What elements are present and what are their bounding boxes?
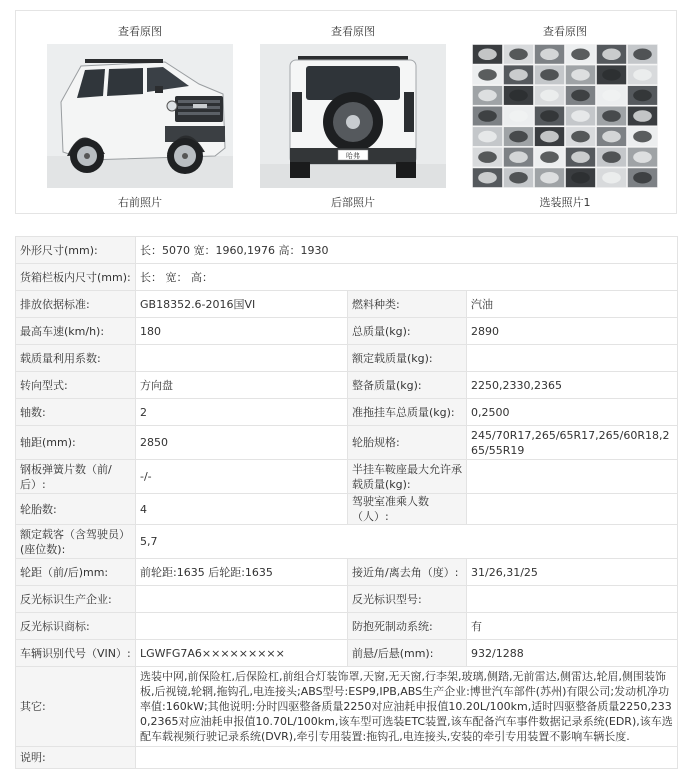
other-value: 选装中网,前保险杠,后保险杠,前组合灯装饰罩,天窗,无天窗,行李架,玻璃,侧踏,无前雷达,侧雷达,轮眉,侧围装饰板,后视镜,轮辋,拖钩孔,电连接头;ABS型号:ESP9,IPB,ABS生产企业:博世汽车部件(苏州)有限公司;发动机净功率值:160kW;其他说明:分时四驱整备质量2250对应油耗申报值10.20L/100km,适时四驱整备质量2250,2330,2365对应油耗申报值10.70L/100km,该车型可选装ETC装置,该车配备汽车事件数据记录系统(EDR),该车选配车载视频行驶记录系统(DVR),牵引专用装置:拖钩孔,电连接头,安装的牵引专用装置不影响车辆长度. <box>136 667 678 747</box>
rated-load-value <box>467 345 678 372</box>
trailer-mass-value: 0,2500 <box>467 399 678 426</box>
cargo-box-value: 长： 宽： 高： <box>136 264 678 291</box>
photo-front-right-column <box>47 11 233 210</box>
photo-caption-rear: 后部照片 <box>331 196 375 209</box>
spec-row-dimensions <box>16 237 678 264</box>
load-utilization-value <box>136 345 348 372</box>
collage-thumbnail <box>566 86 595 105</box>
spec-row-notes <box>16 747 678 769</box>
collage-thumbnail <box>504 65 533 84</box>
spec-row-seats <box>16 525 678 559</box>
tire-count-label: 轮胎数: <box>16 494 136 525</box>
dimensions-value: 长：5070 宽：1960,1976 高：1930 <box>136 237 678 264</box>
collage-thumbnail <box>566 168 595 187</box>
collage-thumbnail <box>566 107 595 126</box>
rear-plate-text: 哈弗 <box>346 152 360 160</box>
saddle-load-label: 半挂车鞍座最大允许承载质量(kg): <box>348 460 467 494</box>
emission-value: GB18352.6-2016国VI <box>136 291 348 318</box>
vin-label: 车辆识别代号（VIN）: <box>16 640 136 667</box>
abs-label: 防抱死制动系统: <box>348 613 467 640</box>
approach-angle-value: 31/26,31/25 <box>467 559 678 586</box>
fuel-label: 燃料种类: <box>348 291 467 318</box>
collage-thumbnail <box>535 127 564 146</box>
collage-thumbnail <box>504 148 533 167</box>
collage-thumbnail <box>504 45 533 64</box>
max-speed-value: 180 <box>136 318 348 345</box>
dimensions-label: 外形尺寸(mm): <box>16 237 136 264</box>
cab-capacity-value <box>467 494 678 525</box>
emission-label: 排放依据标准: <box>16 291 136 318</box>
vin-value: LGWFG7A6××××××××× <box>136 640 348 667</box>
collage-thumbnail <box>597 86 626 105</box>
reflector-brand-label: 反光标识商标: <box>16 613 136 640</box>
spec-row-track <box>16 559 678 586</box>
vehicle-spec-table <box>15 236 678 769</box>
notes-value <box>136 747 678 769</box>
collage-thumbnail <box>504 86 533 105</box>
collage-thumbnail <box>473 86 502 105</box>
collage-thumbnail <box>504 107 533 126</box>
steering-value: 方向盘 <box>136 372 348 399</box>
load-utilization-label: 载质量利用系数: <box>16 345 136 372</box>
collage-thumbnail <box>473 45 502 64</box>
collage-thumbnail <box>473 127 502 146</box>
track-width-label: 轮距（前/后)mm: <box>16 559 136 586</box>
collage-thumbnail <box>566 45 595 64</box>
collage-thumbnail <box>628 168 657 187</box>
spec-row-vin <box>16 640 678 667</box>
photo-caption-optional: 选装照片1 <box>539 196 591 209</box>
curb-mass-label: 整备质量(kg): <box>348 372 467 399</box>
collage-thumbnail <box>597 107 626 126</box>
wheelbase-label: 轴距(mm): <box>16 426 136 460</box>
max-speed-label: 最高车速(km/h): <box>16 318 136 345</box>
collage-thumbnail <box>628 148 657 167</box>
reflector-model-value <box>467 586 678 613</box>
photo-rear-column <box>260 11 446 210</box>
optional-photo[interactable] <box>472 44 658 188</box>
collage-thumbnail <box>597 168 626 187</box>
wheelbase-value: 2850 <box>136 426 348 460</box>
spec-row-speed <box>16 318 678 345</box>
overhang-label: 前悬/后悬(mm): <box>348 640 467 667</box>
collage-thumbnail <box>535 168 564 187</box>
reflector-maker-label: 反光标识生产企业: <box>16 586 136 613</box>
collage-thumbnail <box>566 127 595 146</box>
collage-thumbnail <box>473 168 502 187</box>
reflector-brand-value <box>136 613 348 640</box>
steering-label: 转向型式: <box>16 372 136 399</box>
leaf-spring-value: -/- <box>136 460 348 494</box>
saddle-load-value <box>467 460 678 494</box>
collage-thumbnail <box>628 86 657 105</box>
rear-photo[interactable] <box>260 44 446 188</box>
collage-thumbnail <box>535 45 564 64</box>
collage-thumbnail <box>628 107 657 126</box>
tire-spec-label: 轮胎规格: <box>348 426 467 460</box>
track-width-value: 前轮距:1635 后轮距:1635 <box>136 559 348 586</box>
collage-thumbnail <box>535 65 564 84</box>
fuel-value: 汽油 <box>467 291 678 318</box>
trailer-mass-label: 准拖挂车总质量(kg): <box>348 399 467 426</box>
spec-row-reflect <box>16 586 678 613</box>
axles-value: 2 <box>136 399 348 426</box>
photo-gallery <box>15 10 677 214</box>
collage-thumbnail <box>597 65 626 84</box>
spec-row-load <box>16 345 678 372</box>
collage-thumbnail <box>473 148 502 167</box>
axles-label: 轴数: <box>16 399 136 426</box>
view-original-link-1[interactable]: 查看原图 <box>118 25 162 38</box>
collage-thumbnail <box>566 65 595 84</box>
front-right-car-image <box>47 44 233 188</box>
rated-seats-label: 额定载客（含驾驶员）(座位数): <box>16 525 136 559</box>
spec-row-steering <box>16 372 678 399</box>
spec-row-abs <box>16 613 678 640</box>
collage-thumbnail <box>535 86 564 105</box>
photo-caption-front-right: 右前照片 <box>118 196 162 209</box>
tire-count-value: 4 <box>136 494 348 525</box>
tire-spec-value: 245/70R17,265/65R17,265/60R18,265/55R19 <box>467 426 678 460</box>
collage-thumbnail <box>597 45 626 64</box>
spec-row-springs <box>16 460 678 494</box>
collage-thumbnail <box>504 127 533 146</box>
collage-thumbnail <box>504 168 533 187</box>
collage-thumbnail <box>628 45 657 64</box>
total-mass-value: 2890 <box>467 318 678 345</box>
optional-parts-collage <box>472 44 658 188</box>
spec-row-axles <box>16 399 678 426</box>
collage-thumbnail <box>535 107 564 126</box>
total-mass-label: 总质量(kg): <box>348 318 467 345</box>
reflector-maker-value <box>136 586 348 613</box>
overhang-value: 932/1288 <box>467 640 678 667</box>
collage-thumbnail <box>566 148 595 167</box>
collage-thumbnail <box>473 107 502 126</box>
leaf-spring-label: 钢板弹簧片数（前/后）: <box>16 460 136 494</box>
spec-row-emission <box>16 291 678 318</box>
view-original-link-2[interactable]: 查看原图 <box>331 25 375 38</box>
collage-thumbnail <box>628 127 657 146</box>
reflector-model-label: 反光标识型号: <box>348 586 467 613</box>
approach-angle-label: 接近角/离去角（度）: <box>348 559 467 586</box>
abs-value: 有 <box>467 613 678 640</box>
spec-row-cargo <box>16 264 678 291</box>
rated-seats-value: 5,7 <box>136 525 678 559</box>
collage-thumbnail <box>597 127 626 146</box>
spec-row-tires <box>16 494 678 525</box>
rated-load-label: 额定载质量(kg): <box>348 345 467 372</box>
collage-thumbnail <box>597 148 626 167</box>
collage-thumbnail <box>473 65 502 84</box>
spec-row-wheelbase <box>16 426 678 460</box>
other-label: 其它: <box>16 667 136 747</box>
spec-row-other <box>16 667 678 747</box>
front-right-photo[interactable] <box>47 44 233 188</box>
view-original-link-3[interactable]: 查看原图 <box>543 25 587 38</box>
photo-optional-column <box>472 11 658 210</box>
curb-mass-value: 2250,2330,2365 <box>467 372 678 399</box>
rear-car-image <box>260 44 446 188</box>
collage-thumbnail <box>628 65 657 84</box>
notes-label: 说明: <box>16 747 136 769</box>
collage-thumbnail <box>535 148 564 167</box>
cab-capacity-label: 驾驶室准乘人数（人）: <box>348 494 467 525</box>
cargo-box-label: 货箱栏板内尺寸(mm): <box>16 264 136 291</box>
